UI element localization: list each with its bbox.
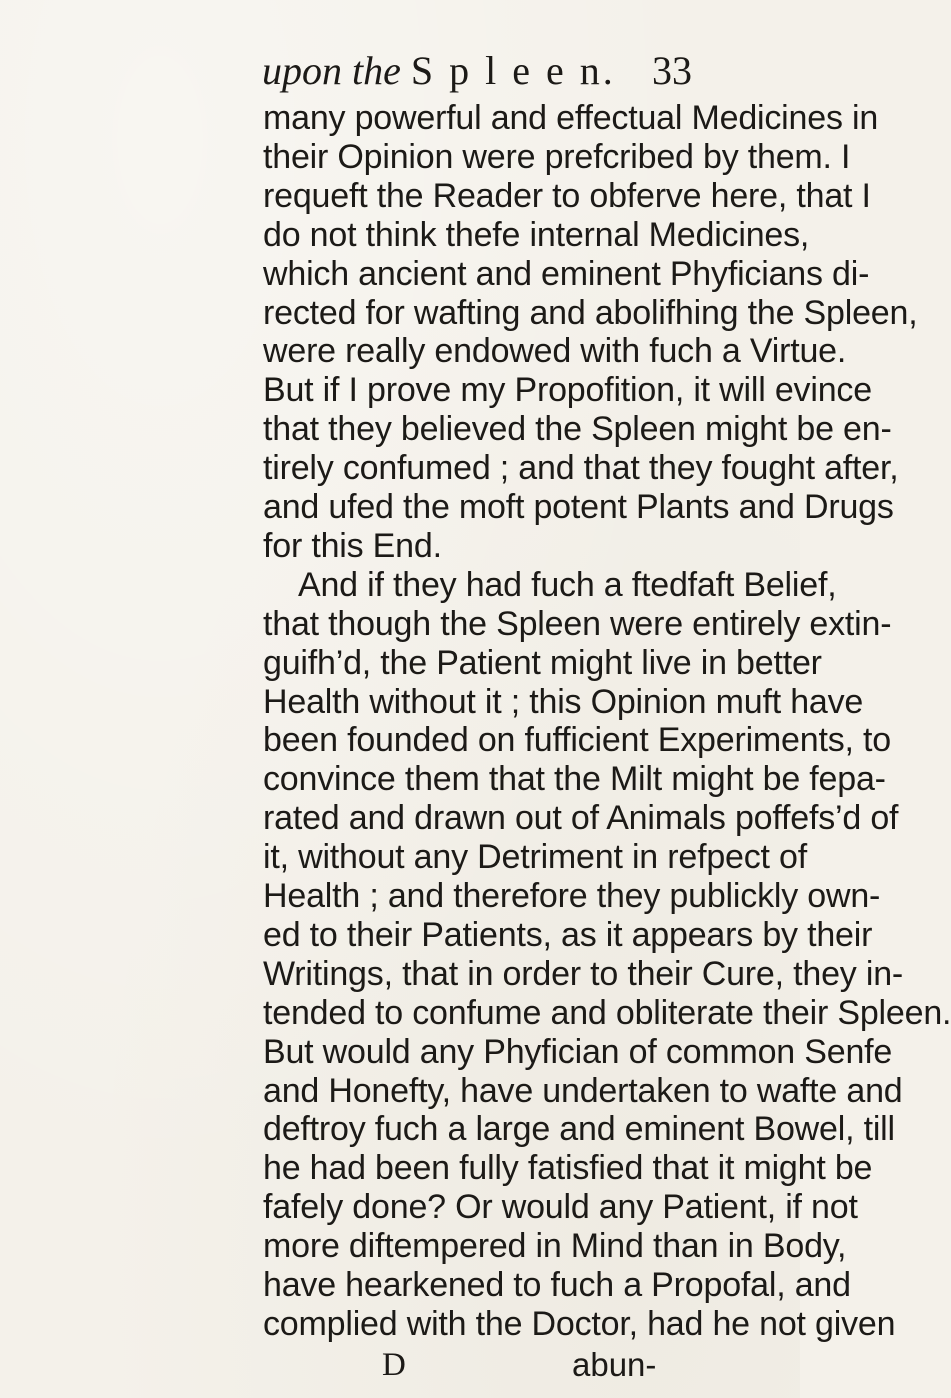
- text-line: and Honefty, have undertaken to wafte and: [263, 1071, 903, 1110]
- text-line: But would any Phyfician of common Senfe: [263, 1032, 893, 1071]
- text-line: been founded on fufficient Experiments, to: [263, 721, 891, 760]
- text-line: more diftempered in Mind than in Body,: [263, 1227, 847, 1266]
- text-line: that though the Spleen were entirely extin-: [263, 604, 892, 643]
- text-line: it, without any Detriment in refpect of: [263, 838, 808, 877]
- page-footer: [0, 1343, 800, 1387]
- text-line: ed to their Patients, as it appears by their: [263, 915, 873, 954]
- text-line: have hearkened to fuch a Propofal, and: [263, 1266, 851, 1304]
- text-line: But if I prove my Propofition, it will evince: [263, 371, 872, 410]
- text-line: rected for wafting and abolifhing the Spleen,: [263, 293, 918, 332]
- text-line: do not think thefe internal Medicines,: [263, 215, 810, 254]
- text-line: that they believed the Spleen might be en-: [263, 410, 892, 449]
- text-line: rated and drawn out of Animals poffefs’d of: [263, 799, 899, 838]
- text-line: Writings, that in order to their Cure, they in-: [263, 954, 904, 993]
- text-line: requeft the Reader to obferve here, that I: [263, 176, 871, 215]
- text-line: tirely confumed ; and that they fought after,: [263, 449, 899, 488]
- text-line: guifh’d, the Patient might live in better: [263, 643, 822, 682]
- text-line: fafely done? Or would any Patient, if not: [263, 1188, 858, 1227]
- text-line: complied with the Doctor, had he not given: [263, 1304, 896, 1343]
- text-line: were really endowed with fuch a Virtue.: [263, 332, 847, 371]
- running-title-caps: S p l e e n.: [410, 48, 616, 93]
- text-line: Health ; and therefore they publickly own-: [263, 877, 881, 915]
- catchword: abun-: [572, 1346, 657, 1383]
- text-line: convince them that the Milt might be fepa-: [263, 760, 886, 799]
- text-line: tended to confume and obliterate their Spleen.: [263, 993, 951, 1032]
- text-line: And if they had fuch a ftedfaft Belief,: [298, 565, 837, 604]
- text-line: which ancient and eminent Phyficians di-: [263, 254, 870, 293]
- text-line: deftroy fuch a large and eminent Bowel, till: [263, 1110, 895, 1149]
- page-number: 33: [652, 48, 692, 93]
- running-title-italic: upon the: [262, 48, 401, 93]
- text-line: for this End.: [263, 526, 442, 565]
- text-line: and ufed the moft potent Plants and Drugs: [263, 488, 894, 526]
- text-line: he had been fully fatisfied that it might be: [263, 1149, 873, 1188]
- signature-mark: D: [382, 1347, 406, 1383]
- text-line: Health without it ; this Opinion muft have: [263, 682, 864, 721]
- text-line: many powerful and effectual Medicines in: [263, 99, 879, 137]
- text-line: their Opinion were prefcribed by them. I: [263, 137, 851, 176]
